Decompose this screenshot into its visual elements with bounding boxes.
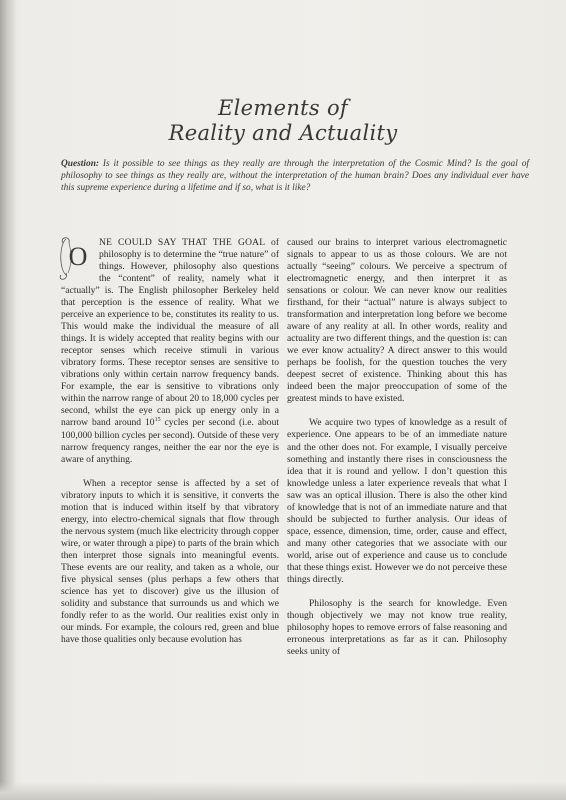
- exponent: 15: [154, 417, 161, 424]
- left-paragraph-1-text: of philosophy is to determine the “true nature” of things. However, philosophy also questions the “content” of reality, namely what it “actually” is. The English philosopher Berkeley held that perception is the essence of reality. What we perceive an experience to be, constitutes its reality to us. This would make the individual the measure of all things. It is widely accepted that reality begins with our receptor senses which receive stimuli in various vibratory forms. These receptor senses are sensitive to vibrations only within certain narrow frequency bands. For example, the ear is sensitive to vibrations only within the narrow range of about 20 to 18,000 cycles per second, whilst the eye can pick up energy only in a narrow band around 10: [61, 237, 280, 429]
- right-paragraph-2: We acquire two types of knowledge as a result of experience. One appears to be of an immediate nature and the other does not. For example, I visually perceive something and instantly there rises in consciousness the idea that it is round and yellow. I don’t question this knowledge unless a later experience reveals that what I saw was an optical illusion. There is also the other kind of knowledge that is not of an immediate nature and that should be subjected to further analysis. Our ideas of space, essence, dimension, time, order, cause and effect, and many other categories that we associate with our world, arise out of experience and cause us to conclude that these things exist. However we do not perceive these things directly.: [287, 417, 507, 585]
- ornamental-dropcap: [57, 235, 93, 281]
- left-paragraph-2: When a receptor sense is affected by a set of vibratory inputs to which it is sensitive, it converts the motion that is induced within itself by that vibratory energy, into electro-chemical signals that flow through the nervous system (much like electricity through copper wire, or water through a pipe) to parts of the brain which then interpret those signals into meaningful events. These events are our reality, and taken as a whole, our five physical senses (plus perhaps a few others that science has yet to discover) give us the illusion of solidity and substance that surrounds us and which we fondly refer to as the world. Our realities exist only in our minds. For example, the colours red, green and blue have those qualities only because evolution has: [61, 477, 279, 645]
- right-paragraph-1: caused our brains to interpret various electromagnetic signals to appear to us as those colours. We are not actually “seeing” colours. We perceive a spectrum of electromagnetic energy, and then interpret it as sensations or colour. We can never know our realities firsthand, for their “actual” nature is always subject to transformation and interpretation long before we become aware of any reality at all. In other words, reality and actuality are two different things, and the question is: can we ever know actuality? A direct answer to this would perhaps be foolish, for the question touches the very deepest secret of existence. Thinking about this has indeed been the major preoccupation of some of the greatest minds to have existed.: [287, 237, 507, 405]
- right-paragraph-3: Philosophy is the search for knowledge. Even though objectively we may not know true reality, philosophy hopes to remove errors of false reasoning and erroneous interpretations as far as it can. Philosophy seeks unity of: [287, 597, 507, 657]
- left-column: [61, 237, 279, 646]
- right-column: [287, 237, 507, 658]
- lead-in-caps: NE COULD SAY THAT THE GOAL: [99, 237, 266, 248]
- question-text: Is it possible to see things as they really are through the interpretation of the Cosmic Mind? Is the goal of philosophy to see things as they really are, without the interpretation of the human brain? Does any individual ever have this supreme experience during a lifetime and if so, what is it like?: [61, 159, 529, 194]
- article-title-line-2: Reality and Actuality: [168, 121, 398, 145]
- article-title-line-1: Elements of: [218, 96, 348, 120]
- page-bottom-edge: [0, 782, 566, 800]
- question-block: [61, 158, 529, 195]
- dropcap-letter: O: [68, 242, 88, 271]
- left-paragraph-1-end: cycles per second (i.e. about 100,000 billion cycles per second). Outside of these very narrow frequency ranges, neither the ear nor the eye is aware of anything.: [61, 417, 280, 465]
- question-label: Question:: [61, 159, 100, 169]
- left-paragraph-1: [61, 237, 279, 466]
